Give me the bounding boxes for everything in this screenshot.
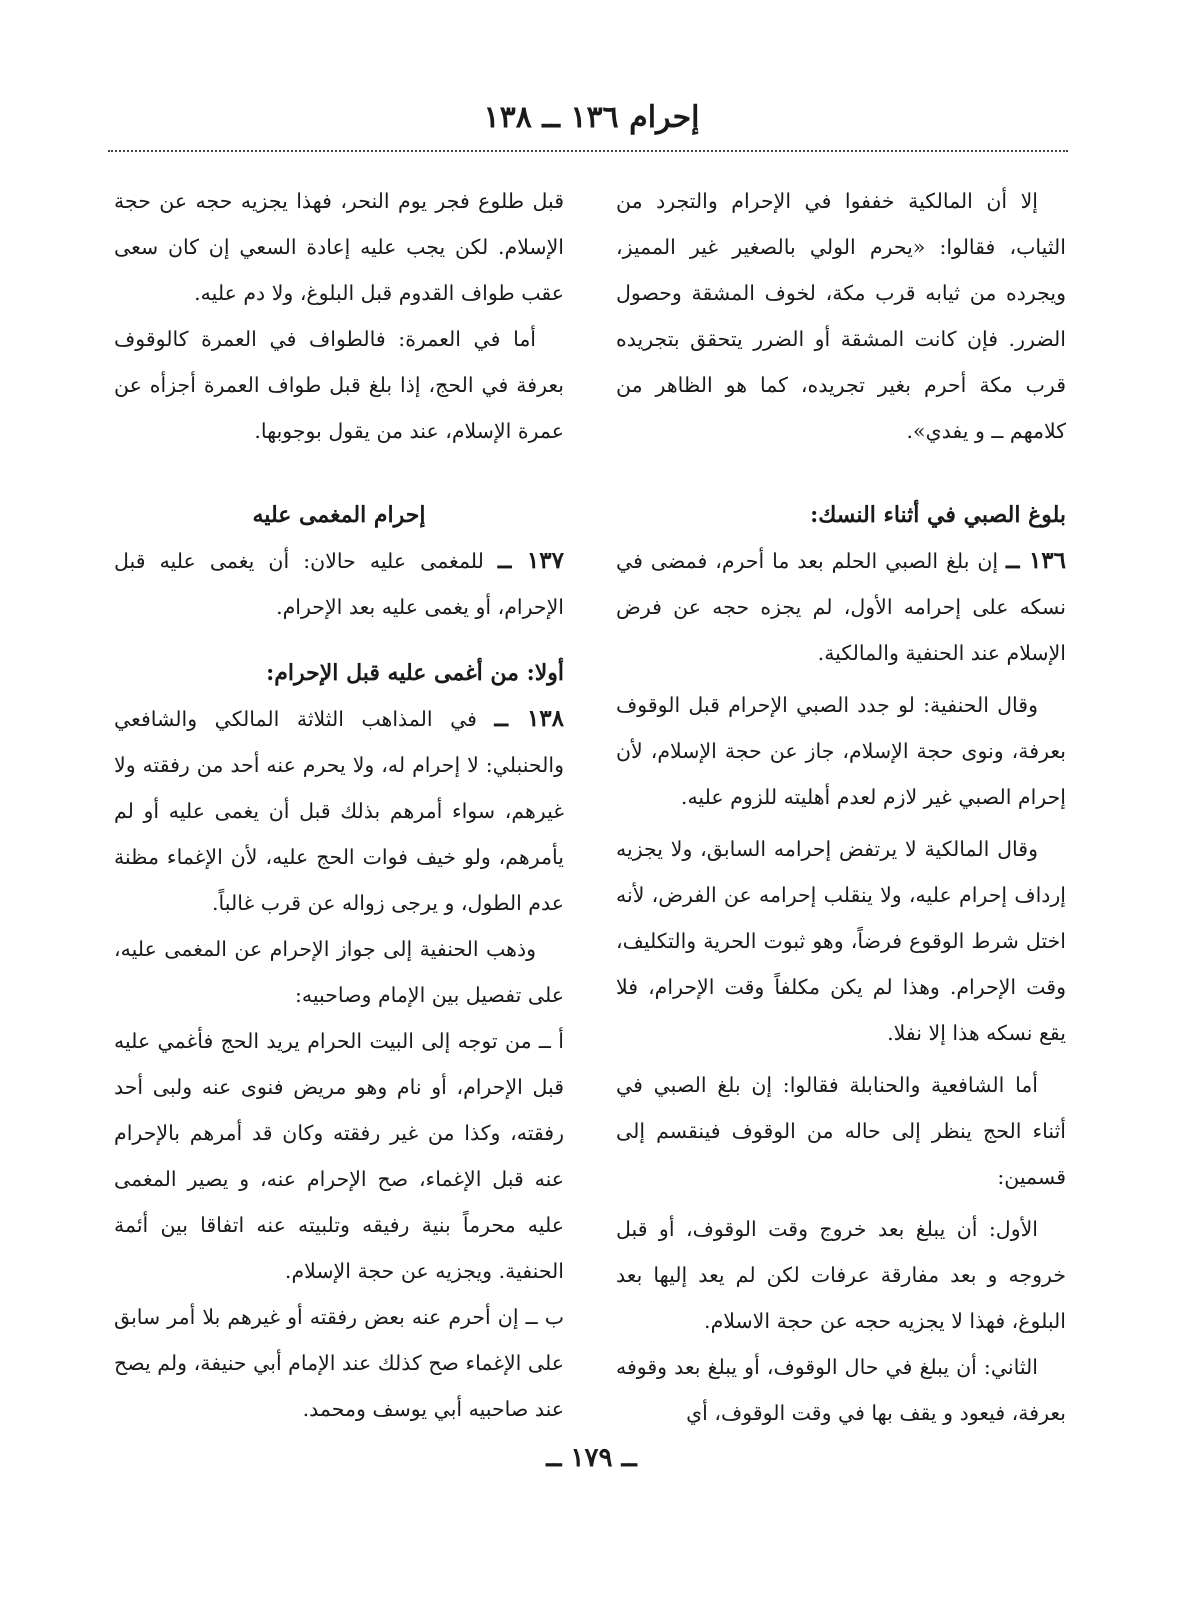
paragraph: الأول: أن يبلغ بعد خروج وقت الوقوف، أو قبل خروجه و بعد مفارقة عرفات لكن لم يعد إليها بعد البلوغ، فهذا لا يجزيه حجه عن حجة الاسلام. [616, 1217, 1066, 1333]
paragraph-137 [114, 538, 564, 630]
paragraph: أما في العمرة: فالطواف في العمرة كالوقوف بعرفة في الحج، إذا بلغ قبل طواف العمرة أجزأه عن عمرة الإسلام، عند من يقول بوجوبها. [114, 327, 564, 443]
section-heading: بلوغ الصبي في أثناء النسك: [810, 502, 1066, 528]
paragraph-138 [114, 696, 564, 926]
paragraph: الثاني: أن يبلغ في حال الوقوف، أو يبلغ بعد وقوفه بعرفة، فيعود و يقف بها في وقت الوقوف، أي [616, 1355, 1066, 1425]
paragraph: أ ــ من توجه إلى البيت الحرام يريد الحج فأغمي عليه قبل الإحرام، أو نام وهو مريض فنوى عنه ولبى أحد رفقته، وكذا من غير رفقته وكان قد أمرهم بالإحرام عنه قبل الإغماء، صح الإحرام عنه، و يصير المغمى عليه محرماً بنية رفيقه وتلبيته عنه اتفاقا بين أئمة الحنفية. ويجزيه عن حجة الإسلام. [114, 1029, 564, 1283]
left-column [114, 178, 564, 1432]
section-heading: أولا: من أغمى عليه قبل الإحرام: [266, 660, 564, 686]
paragraph: وقال الحنفية: لو جدد الصبي الإحرام قبل الوقوف بعرفة، ونوى حجة الإسلام، جاز عن حجة الإسلام، لأن إحرام الصبي غير لازم لعدم أهليته للزوم عليه. [616, 693, 1066, 809]
header-divider [108, 150, 1068, 152]
article-number: ١٣٦ ــ [1006, 547, 1066, 574]
running-header: إحرام ١٣٦ ــ ١٣٨ [483, 100, 700, 135]
right-column [616, 178, 1066, 1436]
paragraph: ب ــ إن أحرم عنه بعض رفقته أو غيرهم بلا أمر سابق على الإغماء صح كذلك عند الإمام أبي حنيفة، ولم يصح عند صاحبيه أبي يوسف ومحمد. [114, 1305, 564, 1421]
section-heading: إحرام المغمى عليه [252, 502, 426, 528]
paragraph-136 [616, 538, 1066, 676]
paragraph: قبل طلوع فجر يوم النحر، فهذا يجزيه حجه عن حجة الإسلام. لكن يجب عليه إعادة السعي إن كان سعى عقب طواف القدوم قبل البلوغ، ولا دم عليه. [114, 189, 564, 305]
paragraph-text: للمغمى عليه حالان: أن يغمى عليه قبل الإحرام، أو يغمى عليه بعد الإحرام. [114, 549, 564, 619]
paragraph: وقال المالكية لا يرتفض إحرامه السابق، ولا يجزيه إرداف إحرام عليه، ولا ينقلب إحرامه عن الفرض، لأنه اختل شرط الوقوع فرضاً، وهو ثبوت الحرية والتكليف، وقت الإحرام. وهذا لم يكن مكلفاً وقت الإحرام، فلا يقع نسكه هذا إلا نفلا. [616, 837, 1066, 1045]
page-number: ــ ١٧٩ ــ [546, 1443, 637, 1473]
paragraph-text: إن بلغ الصبي الحلم بعد ما أحرم، فمضى في نسكه على إحرامه الأول، لم يجزه حجه عن فرض الإسلام عند الحنفية والمالكية. [616, 549, 1066, 665]
paragraph: وذهب الحنفية إلى جواز الإحرام عن المغمى عليه، على تفصيل بين الإمام وصاحبيه: [114, 937, 564, 1007]
article-number: ١٣٨ ــ [494, 705, 564, 732]
paragraph: أما الشافعية والحنابلة فقالوا: إن بلغ الصبي في أثناء الحج ينظر إلى حاله من الوقوف فينقسم إلى قسمين: [616, 1073, 1066, 1189]
article-number: ١٣٧ ــ [497, 547, 564, 574]
paragraph: إلا أن المالكية خففوا في الإحرام والتجرد من الثياب، فقالوا: «يحرم الولي بالصغير غير المميز، ويجرده من ثيابه قرب مكة، لخوف المشقة وحصول الضرر. فإن كانت المشقة أو الضرر يتحقق بتجريده قرب مكة أحرم بغير تجريده، كما هو الظاهر من كلامهم ــ و يفدي». [616, 189, 1066, 443]
paragraph-text: في المذاهب الثلاثة المالكي والشافعي والحنبلي: لا إحرام له، ولا يحرم عنه أحد من رفقته ولا غيرهم، سواء أمرهم بذلك قبل أن يغمى عليه أو لم يأمرهم، ولو خيف فوات الحج عليه، لأن الإغماء مظنة عدم الطول، و يرجى زواله عن قرب غالباً. [114, 707, 564, 915]
